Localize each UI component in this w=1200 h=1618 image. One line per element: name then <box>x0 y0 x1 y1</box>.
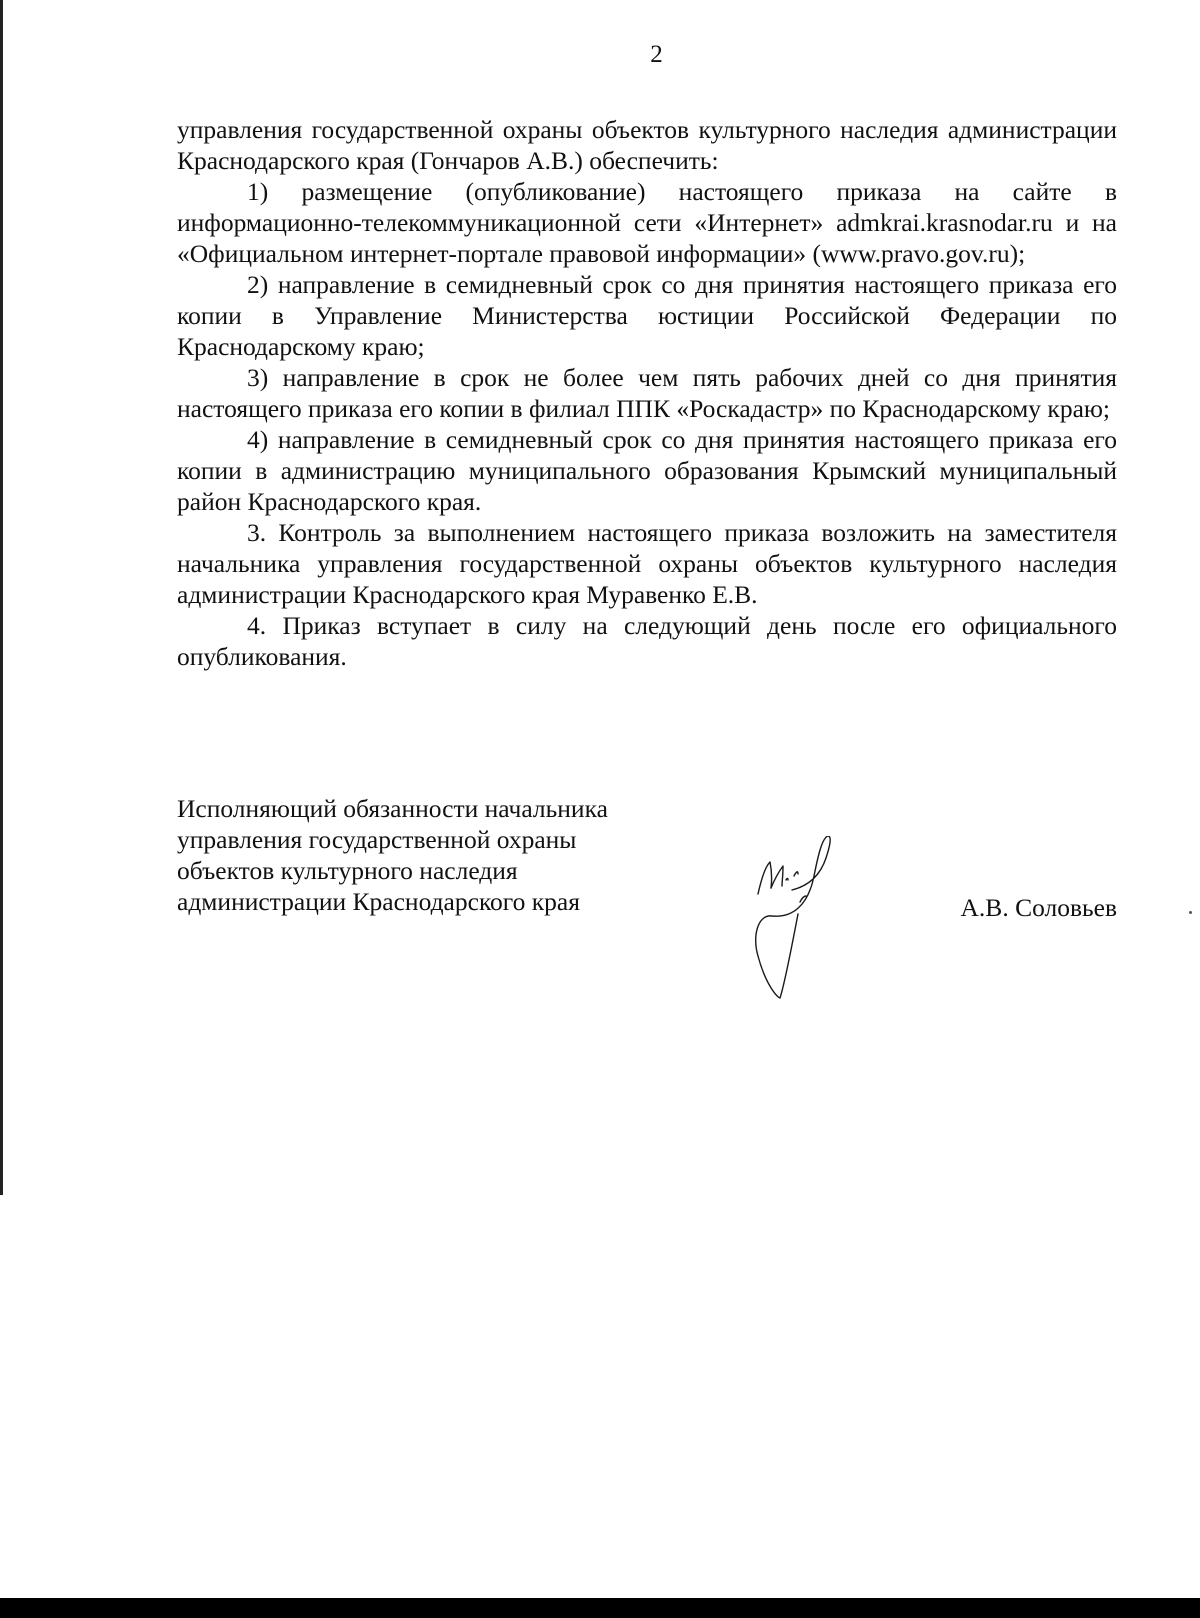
paragraph: 1) размещение (опубликование) настоящего приказа на сайте в информационно-телекоммуникационной сети «Интернет» admkrai.krasnodar.ru и на «Официальном интернет-портале правовой информации» (www.pravo.gov.ru); <box>177 177 1117 268</box>
signatory-position <box>177 793 677 917</box>
position-line: управления государственной охраны <box>177 825 577 854</box>
document-body <box>177 114 1117 672</box>
paragraph: 3. Контроль за выполнением настоящего приказа возложить на заместителя начальника управления государственной охраны объектов культурного наследия администрации Краснодарского края Муравенко Е.В. <box>177 518 1117 609</box>
handwritten-signature-icon <box>752 836 862 1006</box>
position-line: объектов культурного наследия <box>177 856 518 885</box>
position-line: администрации Краснодарского края <box>177 887 580 916</box>
paragraph: 2) направление в семидневный срок со дня принятия настоящего приказа его копии в Управление Министерства юстиции Российской Федерации по Краснодарскому краю; <box>177 270 1117 361</box>
position-line: Исполняющий обязанности начальника <box>177 794 608 823</box>
scan-edge-bottom <box>0 1598 1200 1618</box>
paragraph: 4. Приказ вступает в силу на следующий день после его официального опубликования. <box>177 611 1117 671</box>
paragraph: 3) направление в срок не более чем пять рабочих дней со дня принятия настоящего приказа его копии в филиал ППК «Роскадастр» по Краснодарскому краю; <box>177 363 1117 423</box>
paragraph: 4) направление в семидневный срок со дня принятия настоящего приказа его копии в администрацию муниципального образования Крымский муниципальный район Краснодарского края. <box>177 425 1117 516</box>
paragraph: управления государственной охраны объектов культурного наследия администрации Краснодарского края (Гончаров А.В.) обеспечить: <box>177 115 1117 175</box>
scan-edge-left <box>0 0 3 1195</box>
signer-name: А.В. Соловьев <box>960 893 1117 922</box>
scan-speck <box>1189 911 1192 914</box>
page-number: 2 <box>650 41 663 68</box>
